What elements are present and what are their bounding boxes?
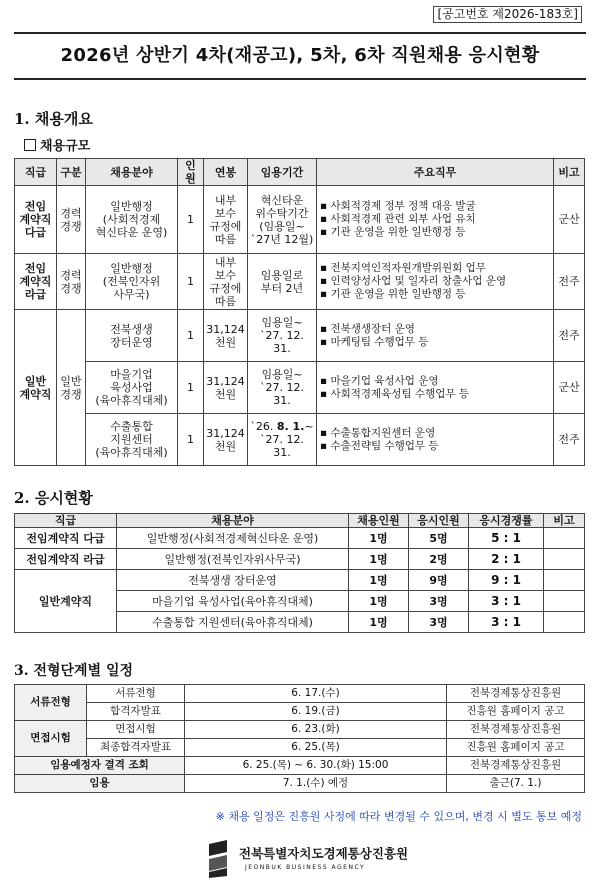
duties-cell: ▪ 사회적경제 정부 정책 대응 발굴 ▪ 사회적경제 관련 외부 사업 유치 ▪ 기관 운영을 위한 일반행정 등: [317, 186, 554, 254]
note-cell: [544, 570, 585, 591]
table-row: [15, 570, 585, 591]
period-cell: [248, 414, 317, 466]
schedule-row: [15, 685, 585, 703]
ratio-cell: 9 : 1: [469, 570, 544, 591]
schedule-row: [15, 703, 585, 721]
place-cell: 진흥원 홈페이지 공고: [447, 703, 585, 721]
salary-cell: 내부 보수 규정에 따름: [204, 186, 248, 254]
field-cell: 일반행정(사회적경제혁신타운 운영): [117, 528, 349, 549]
field-cell: 수출통합 지원센터(육아휴직대체): [117, 612, 349, 633]
header-cell: 임용기간: [248, 159, 317, 186]
note-cell: [544, 612, 585, 633]
hire-count-cell: 1명: [349, 612, 409, 633]
grade-cell: 일반 계약직: [15, 310, 57, 466]
schedule-table: [14, 684, 585, 793]
period-cell: 임용일로 부터 2년: [248, 254, 317, 310]
note-cell: 전주: [554, 254, 585, 310]
note-cell: 군산: [554, 362, 585, 414]
apply-count-cell: 2명: [409, 549, 469, 570]
field-cell: 전북생생 장터운영: [117, 570, 349, 591]
header-cell: 주요직무: [317, 159, 554, 186]
section3-heading: 3. 전형단계별 일정: [14, 663, 134, 679]
duties-cell: ▪ 수출통합지원센터 운영 ▪ 수출전략팀 수행업무 등: [317, 414, 554, 466]
count-cell: 1: [178, 362, 204, 414]
stage-cell: 서류전형: [15, 685, 87, 721]
apply-count-cell: 3명: [409, 612, 469, 633]
date-cell: 6. 25.(목) ~ 6. 30.(화) 15:00: [185, 757, 447, 775]
field-cell: 일반행정(전북인자위사무국): [117, 549, 349, 570]
hire-count-cell: 1명: [349, 570, 409, 591]
checkbox-square-icon: [24, 139, 36, 151]
date-cell: 6. 25.(목): [185, 739, 447, 757]
note-cell: [544, 591, 585, 612]
table-row: [15, 549, 585, 570]
section1-subheading: [24, 135, 90, 154]
grade-cell: 전임계약직 다급: [15, 528, 117, 549]
table-row: [15, 254, 585, 310]
field-cell: 수출통합 지원센터 (육아휴직대체): [86, 414, 178, 466]
table-row: [15, 414, 585, 466]
salary-cell: 31,124 천원: [204, 414, 248, 466]
header-cell: 구분: [57, 159, 86, 186]
period-start-date: 8. 1.: [276, 420, 305, 433]
header-cell: 응시인원: [409, 514, 469, 528]
hire-count-cell: 1명: [349, 528, 409, 549]
ratio-cell: 2 : 1: [469, 549, 544, 570]
section2-heading: 2. 응시현황: [14, 489, 93, 507]
note-cell: [544, 528, 585, 549]
stage-cell: 임용: [15, 775, 185, 793]
header-cell: 연봉: [204, 159, 248, 186]
period-end: ~ `27. 12. 31.: [260, 420, 314, 459]
apply-count-cell: 3명: [409, 591, 469, 612]
note-cell: 전주: [554, 310, 585, 362]
count-cell: 1: [178, 254, 204, 310]
period-cell: 혁신타운 위수탁기간 (임용일~ `27년 12월): [248, 186, 317, 254]
page-title: 2026년 상반기 4차(재공고), 5차, 6차 직원채용 응시현황: [14, 32, 586, 80]
period-cell: 임용일~ `27. 12. 31.: [248, 362, 317, 414]
table-row: [15, 528, 585, 549]
duties-cell: ▪ 마을기업 육성사업 운영 ▪ 사회적경제육성팀 수행업무 등: [317, 362, 554, 414]
place-cell: 진흥원 홈페이지 공고: [447, 739, 585, 757]
ratio-cell: 5 : 1: [469, 528, 544, 549]
step-cell: 면접시험: [87, 721, 185, 739]
table-row: [15, 310, 585, 362]
header-cell: 채용인원: [349, 514, 409, 528]
place-cell: 전북경제통상진흥원: [447, 685, 585, 703]
count-cell: 1: [178, 186, 204, 254]
field-cell: 일반행정 (전북인자위 사무국): [86, 254, 178, 310]
note-cell: 군산: [554, 186, 585, 254]
place-cell: 전북경제통상진흥원: [447, 757, 585, 775]
type-cell: 일반 경쟁: [57, 310, 86, 466]
note-cell: [544, 549, 585, 570]
table-header-row: [15, 514, 585, 528]
schedule-row: [15, 739, 585, 757]
step-cell: 합격자발표: [87, 703, 185, 721]
schedule-row: [15, 757, 585, 775]
type-cell: 경력 경쟁: [57, 186, 86, 254]
duties-cell: ▪ 전북지역인적자원개발위원회 업무 ▪ 인력양성사업 및 일자리 창출사업 운영 ▪ 기관 운영을 위한 일반행정 등: [317, 254, 554, 310]
header-cell: 인원: [178, 159, 204, 186]
field-cell: 전북생생 장터운영: [86, 310, 178, 362]
table-row: [15, 186, 585, 254]
date-cell: 6. 17.(수): [185, 685, 447, 703]
schedule-row: [15, 721, 585, 739]
recruitment-table: [14, 158, 585, 466]
step-cell: 최종합격자발표: [87, 739, 185, 757]
header-cell: 직급: [15, 159, 57, 186]
table-row: [15, 362, 585, 414]
hire-count-cell: 1명: [349, 591, 409, 612]
apply-count-cell: 9명: [409, 570, 469, 591]
count-cell: 1: [178, 310, 204, 362]
header-cell: 직급: [15, 514, 117, 528]
schedule-footnote: ※ 채용 일정은 진흥원 사정에 따라 변경될 수 있으며, 변경 시 별도 통보 예정: [215, 810, 582, 823]
place-cell: 출근(7. 1.): [447, 775, 585, 793]
hire-count-cell: 1명: [349, 549, 409, 570]
note-cell: 전주: [554, 414, 585, 466]
field-cell: 일반행정 (사회적경제 혁신타운 운영): [86, 186, 178, 254]
grade-cell: 일반계약직: [15, 570, 117, 633]
date-cell: 7. 1.(수) 예정: [185, 775, 447, 793]
logo-name: 전북특별자치도경제통상진흥원: [239, 846, 409, 861]
section1-heading: 1. 채용개요: [14, 110, 93, 128]
step-cell: 서류전형: [87, 685, 185, 703]
field-cell: 마을기업 육성사업(육아휴직대체): [117, 591, 349, 612]
date-cell: 6. 19.(금): [185, 703, 447, 721]
stage-cell: 임용예정자 결격 조회: [15, 757, 185, 775]
count-cell: 1: [178, 414, 204, 466]
date-cell: 6. 23.(화): [185, 721, 447, 739]
stage-cell: 면접시험: [15, 721, 87, 757]
grade-cell: 전임 계약직 다급: [15, 186, 57, 254]
agency-logo: [205, 836, 409, 880]
table-header-row: [15, 159, 585, 186]
type-cell: 경력 경쟁: [57, 254, 86, 310]
schedule-row: [15, 775, 585, 793]
header-cell: 채용분야: [86, 159, 178, 186]
ratio-cell: 3 : 1: [469, 591, 544, 612]
header-cell: 비고: [544, 514, 585, 528]
application-status-table: [14, 513, 585, 633]
header-cell: 응시경쟁률: [469, 514, 544, 528]
header-cell: 채용분야: [117, 514, 349, 528]
salary-cell: 31,124 천원: [204, 362, 248, 414]
period-cell: 임용일~ `27. 12. 31.: [248, 310, 317, 362]
apply-count-cell: 5명: [409, 528, 469, 549]
grade-cell: 전임 계약직 라급: [15, 254, 57, 310]
place-cell: 전북경제통상진흥원: [447, 721, 585, 739]
ratio-cell: 3 : 1: [469, 612, 544, 633]
salary-cell: 31,124 천원: [204, 310, 248, 362]
logo-mark-icon: [205, 838, 235, 878]
subheading-text: 채용규모: [40, 139, 91, 154]
field-cell: 마을기업 육성사업 (육아휴직대체): [86, 362, 178, 414]
logo-subtitle: JEONBUK BUSINESS AGENCY: [245, 864, 366, 871]
header-cell: 비고: [554, 159, 585, 186]
duties-cell: ▪ 전북생생장터 운영 ▪ 마케팅팀 수행업무 등: [317, 310, 554, 362]
salary-cell: 내부 보수 규정에 따름: [204, 254, 248, 310]
grade-cell: 전임계약직 라급: [15, 549, 117, 570]
notice-number: [공고번호 제2026-183호]: [433, 6, 582, 23]
period-start-prefix: `26.: [250, 420, 277, 433]
